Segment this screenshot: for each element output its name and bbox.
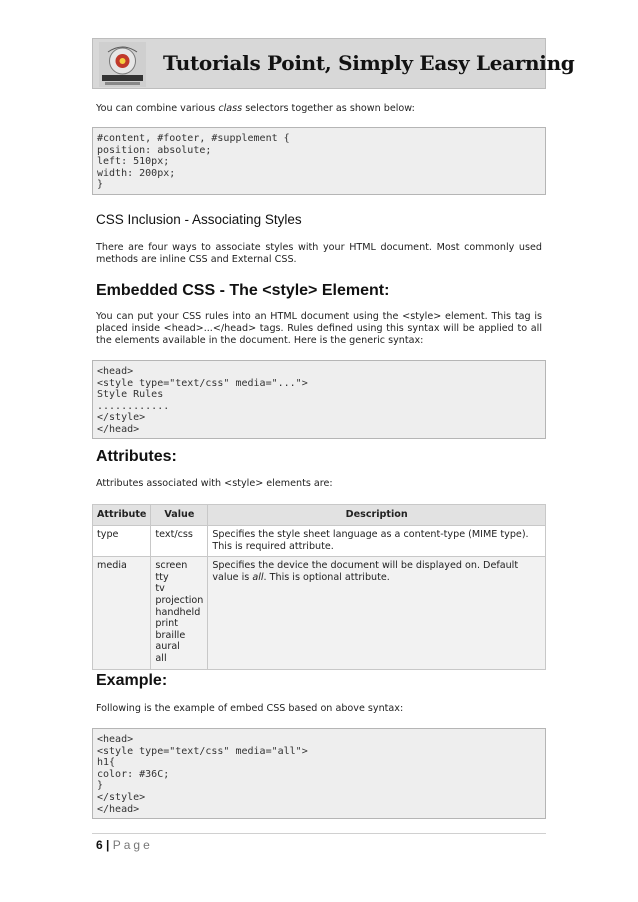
code-line: <head> xyxy=(97,734,134,745)
description-text-em: all xyxy=(252,571,264,583)
code-line: Style Rules xyxy=(97,389,164,401)
code-line: </style> xyxy=(97,412,146,424)
table-row xyxy=(93,557,546,669)
code-line: h1{ xyxy=(97,757,116,769)
page-label: Page xyxy=(112,838,153,852)
table-row xyxy=(93,526,546,557)
column-header-description: Description xyxy=(208,505,546,526)
section-heading-embedded-css: Embedded CSS - The <style> Element: xyxy=(96,282,390,299)
value-item: projection xyxy=(155,594,204,606)
section-text-embedded-css: You can put your CSS rules into an HTML document using the <style> element. This tag is placed inside <head>...</head> tags. Rules defined using this syntax will be applied to all the elements available in the document. Here is the generic syntax: xyxy=(96,311,542,346)
page-header xyxy=(92,38,575,89)
section-text-css-inclusion: There are four ways to associate styles with your HTML document. Most commonly used methods are inline CSS and External CSS. xyxy=(96,242,542,265)
cell-description: Specifies the style sheet language as a content-type (MIME type). This is required attribute. xyxy=(208,526,546,557)
code-line: #content, #footer, #supplement { xyxy=(97,133,290,144)
section-heading-attributes: Attributes: xyxy=(96,448,177,465)
code-line: </style> xyxy=(97,791,146,803)
page-number: 6 xyxy=(96,838,103,852)
code-line: position: absolute; xyxy=(97,144,212,156)
intro-text-after: selectors together as shown below: xyxy=(242,103,415,114)
value-item: print xyxy=(155,618,178,630)
code-line: ............ xyxy=(97,400,170,412)
footer-divider xyxy=(92,833,546,834)
value-item: all xyxy=(155,652,167,664)
code-line: left: 510px; xyxy=(97,156,170,168)
cell-value xyxy=(151,526,208,557)
column-header-attribute: Attribute xyxy=(93,505,151,526)
value-item: aural xyxy=(155,641,180,653)
description-text-before: Specifies the device the document will be displayed on. Default value is xyxy=(212,560,519,583)
code-block-generic-syntax xyxy=(92,360,546,439)
section-text-attributes: Attributes associated with <style> elements are: xyxy=(96,478,333,489)
code-line: </head> xyxy=(97,423,140,435)
section-text-example: Following is the example of embed CSS based on above syntax: xyxy=(96,703,404,714)
cell-value xyxy=(151,557,208,669)
code-line: <head> xyxy=(97,366,134,377)
value-item: handheld xyxy=(155,606,201,618)
intro-paragraph xyxy=(96,103,542,115)
code-line: } xyxy=(97,780,104,792)
intro-text-before: You can combine various xyxy=(96,103,219,114)
code-line: } xyxy=(97,179,104,191)
page-footer xyxy=(96,838,153,852)
tutorials-point-logo xyxy=(99,42,146,87)
value-item: tty xyxy=(155,571,169,583)
header-title: Tutorials Point, Simply Easy Learning xyxy=(163,51,575,75)
cell-attribute: media xyxy=(93,557,151,669)
value-item: screen xyxy=(155,560,188,572)
value-item: tv xyxy=(155,583,165,595)
footer-separator: | xyxy=(106,838,110,852)
code-line: <style type="text/css" media="..."> xyxy=(97,377,308,389)
cell-attribute: type xyxy=(93,526,151,557)
value-item: text/css xyxy=(155,529,193,540)
code-block-combined-selectors xyxy=(92,127,546,195)
code-line: <style type="text/css" media="all"> xyxy=(97,745,308,757)
code-line: color: #36C; xyxy=(97,768,170,780)
table-header-row xyxy=(93,505,546,526)
description-text-after: . This is optional attribute. xyxy=(263,571,390,583)
code-line: </head> xyxy=(97,803,140,815)
section-heading-example: Example: xyxy=(96,672,168,689)
attributes-table xyxy=(92,504,546,670)
code-line: width: 200px; xyxy=(97,167,176,179)
section-heading-css-inclusion: CSS Inclusion - Associating Styles xyxy=(96,212,302,227)
column-header-value: Value xyxy=(151,505,208,526)
cell-description xyxy=(208,557,546,669)
intro-text-em: class xyxy=(218,103,243,114)
value-item: braille xyxy=(155,629,186,641)
code-block-example xyxy=(92,728,546,819)
